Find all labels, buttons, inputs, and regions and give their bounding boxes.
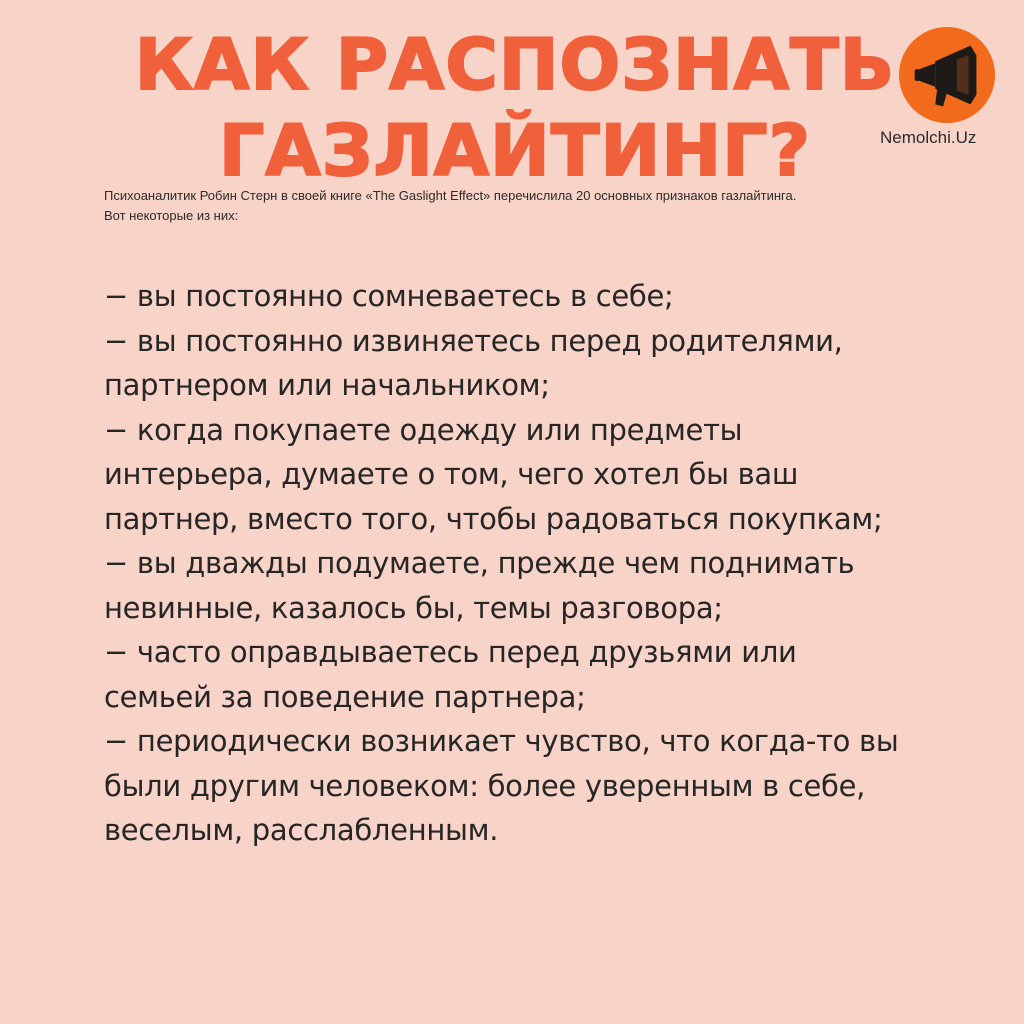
title-line-1: КАК РАСПОЗНАТЬ bbox=[134, 24, 896, 106]
list-line: партнер, вместо того, чтобы радоваться покупкам; bbox=[104, 501, 883, 536]
list-line: были другим человеком: более уверенным в себе, bbox=[104, 768, 866, 803]
title-line-2: ГАЗЛАЙТИНГ? bbox=[218, 110, 812, 192]
list-line: интерьера, думаете о том, чего хотел бы ваш bbox=[104, 457, 799, 491]
list-line: − периодически возникает чувство, что когда-то вы bbox=[104, 724, 899, 758]
brand-name: Nemolchi.Uz bbox=[880, 128, 977, 147]
intro-line-1: Психоаналитик Робин Стерн в своей книге «The Gaslight Effect» перечислила 20 основных признаков газлайтинга. bbox=[104, 188, 797, 203]
list-line: партнером или начальником; bbox=[104, 368, 550, 402]
page-title bbox=[130, 22, 900, 194]
intro-text bbox=[104, 186, 934, 226]
intro-line-2: Вот некоторые из них: bbox=[104, 208, 239, 223]
megaphone-icon bbox=[898, 26, 996, 124]
list-line: веселым, расслабленным. bbox=[104, 813, 499, 847]
signs-list bbox=[104, 274, 944, 853]
list-line: семьей за поведение партнера; bbox=[104, 679, 586, 714]
list-line: − вы постоянно извиняетесь перед родителями, bbox=[104, 323, 843, 358]
list-line: невинные, казалось бы, темы разговора; bbox=[104, 590, 723, 625]
brand-logo bbox=[898, 26, 996, 124]
list-line: − вы постоянно сомневаетесь в себе; bbox=[104, 279, 674, 313]
list-line: − вы дважды подумаете, прежде чем поднимать bbox=[104, 546, 855, 580]
list-line: − когда покупаете одежду или предметы bbox=[104, 412, 743, 447]
list-line: − часто оправдываетесь перед друзьями или bbox=[104, 635, 797, 669]
